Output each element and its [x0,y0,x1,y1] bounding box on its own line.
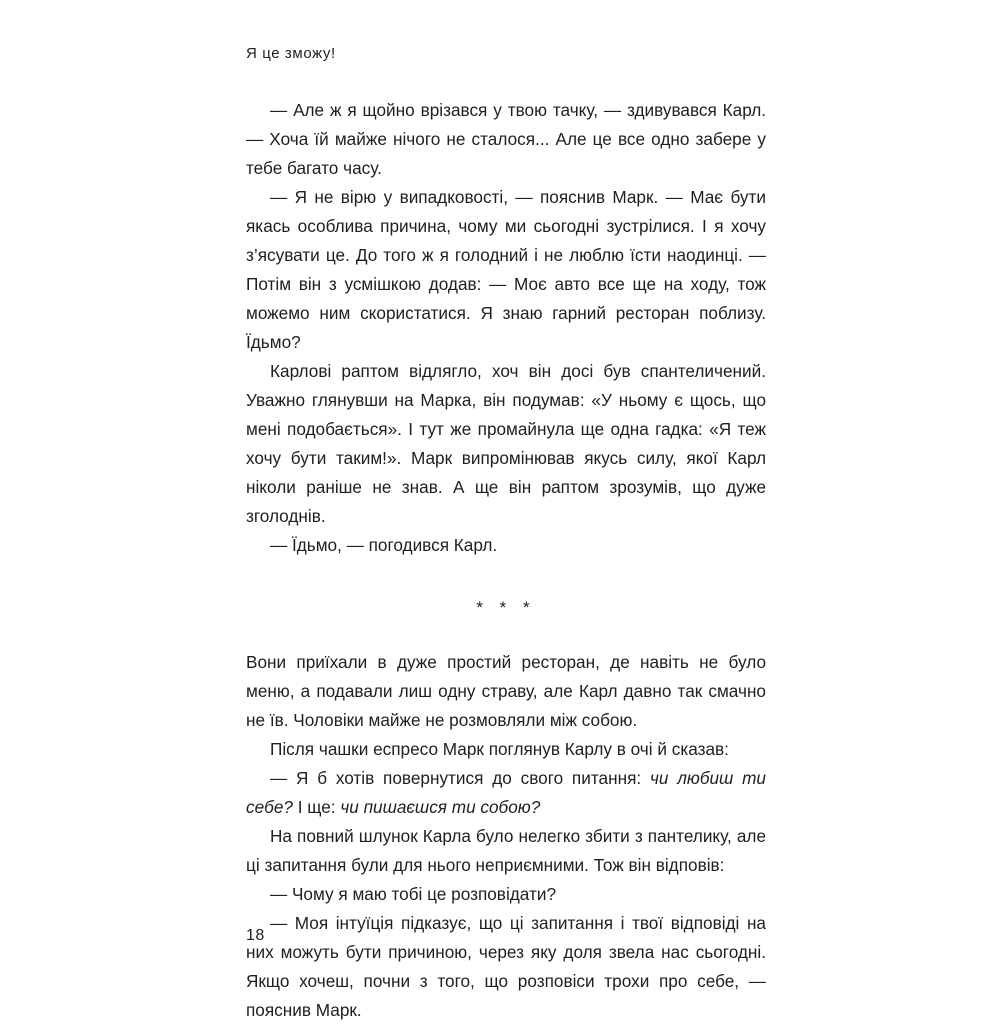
paragraph: — Їдьмо, — погодився Карл. [270,535,498,555]
paragraph: Вони приїхали в дуже простий ресторан, де навіть не було меню, а подавали лиш одну страву, але Карл давно так смачно не їв. Чоловіки майже не розмовляли між собою. [246,652,766,730]
paragraph: — Я не вірю у випадковості, — пояснив Марк. — Має бути якась особлива причина, чому ми сьогодні зустрілися. І я хочу з’ясувати це. До того ж я голодний і не люблю їсти наодинці. — Потім він з усмішкою додав: — Моє авто все ще на ходу, тож можемо ним скористатися. Я знаю гарний ресторан поблизу. Їдьмо? [246,187,766,352]
page-number: 18 [246,927,265,944]
running-header: Я це зможу! [246,45,336,62]
section-separator: * * * [476,598,536,617]
italic-question: чи пишаєшся ти собою? [340,797,541,817]
text-run: І ще: [292,797,341,817]
paragraph: Після чашки еспресо Марк поглянув Карлу в очі й сказав: [270,739,729,759]
paragraph: — Чому я маю тобі це розповідати? [270,884,557,904]
paragraph-with-italics [246,764,766,822]
paragraph: На повний шлунок Карла було нелегко збити з пантелику, але ці запитання були для нього неприємними. Тож він відповів: [246,826,766,875]
italic-question: чи любиш ти себе? [246,768,766,817]
paragraph: — Моя інтуїція підказує, що ці запитання і твої відповіді на них можуть бути причиною, через яку доля звела нас сьогодні. Якщо хочеш, почни з того, що розповіси трохи про себе, — пояснив Марк. [246,913,766,1020]
page-text [246,96,766,1025]
paragraph: — Але ж я щойно врізався у твою тачку, — здивувався Карл. — Хоча їй майже нічого не сталося... Але це все одно забере у тебе багато часу. [246,100,766,178]
paragraph: Карлові раптом відлягло, хоч він досі був спантеличений. Уважно глянувши на Марка, він подумав: «У ньому є щось, що мені подобається». І тут же промайнула ще одна гадка: «Я теж хочу бути таким!». Марк випромінював якусь силу, якої Карл ніколи раніше не знав. А ще він раптом зрозумів, що дуже зголоднів. [246,361,766,526]
text-run: — Я б хотів повернутися до свого питання: [270,768,650,788]
